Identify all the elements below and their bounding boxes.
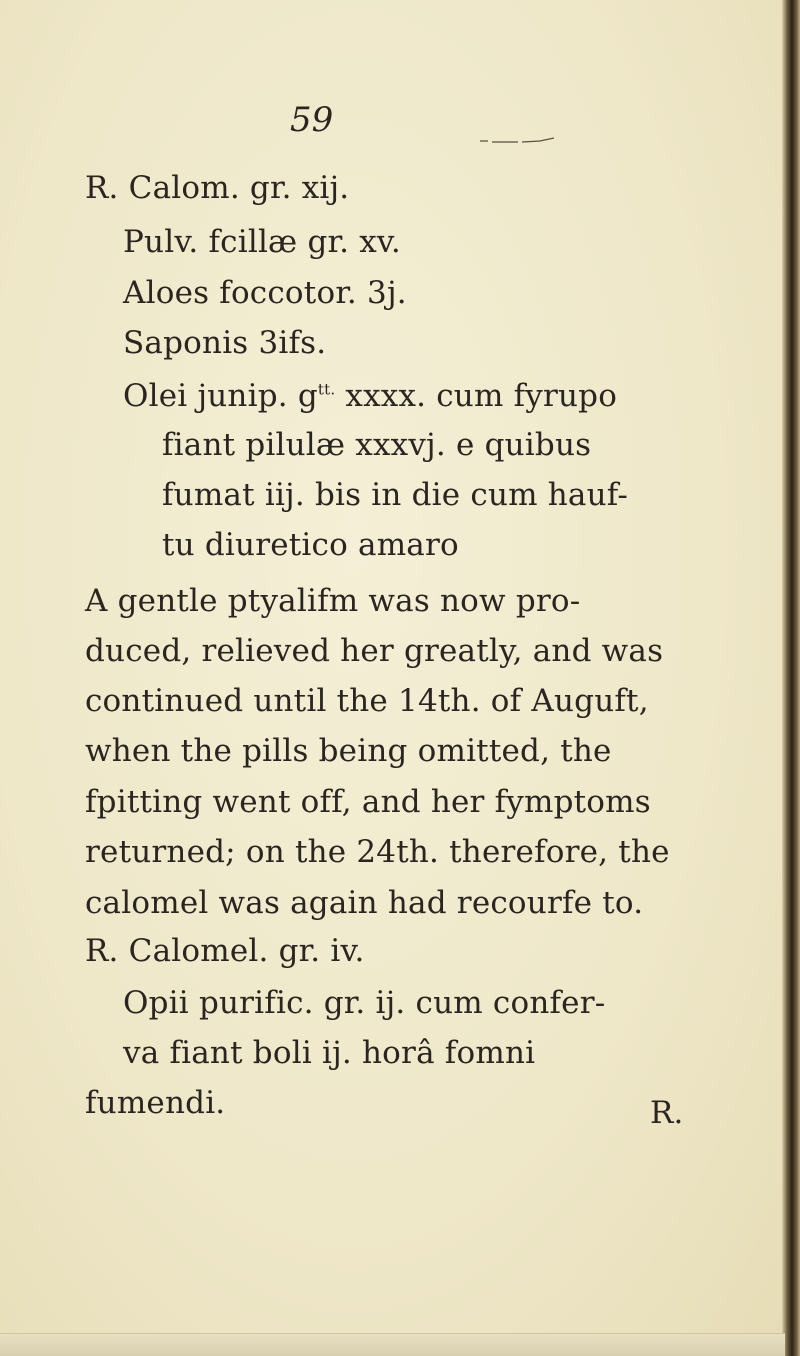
recipe1-line-8: tu diuretico amaro: [162, 527, 459, 563]
recipe2-line-2: Opii purific. gr. ij. cum confer-: [123, 985, 606, 1021]
narrative-line-2: duced, relieved her greatly, and was: [85, 633, 664, 669]
recipe1-line-5-start: Olei junip. g: [123, 378, 318, 414]
narrative-line-1: A gentle ptyalifm was now pro-: [85, 583, 581, 619]
recipe1-line-6: fiant pilulæ xxxvj. e quibus: [162, 427, 592, 463]
recipe2-line-1: R. Calomel. gr. iv.: [85, 933, 365, 969]
narrative-line-7: calomel was again had recourfe to.: [85, 885, 644, 921]
catchword: R.: [650, 1095, 684, 1131]
recipe1-line-4: Saponis 3ifs.: [123, 325, 327, 361]
recipe2-line-4: fumendi.: [85, 1085, 226, 1121]
recipe2-line-3: va fiant boli ij. horâ fomni: [123, 1035, 536, 1071]
narrative-line-6: returned; on the 24th. therefore, the: [85, 834, 670, 870]
narrative-line-4: when the pills being omitted, the: [85, 733, 612, 769]
ink-mark: [478, 136, 556, 144]
recipe1-line-3: Aloes foccotor. 3j.: [123, 275, 407, 311]
page-bottom-edge: [0, 1333, 785, 1356]
recipe1-line-5-end: xxxx. cum fyrupo: [335, 378, 618, 414]
narrative-line-5: fpitting went off, and her fymptoms: [85, 784, 651, 820]
recipe1-line-5: [123, 378, 617, 414]
recipe1-line-5-superscript: tt.: [317, 380, 336, 399]
page-number: 59: [290, 100, 334, 140]
recipe1-line-2: Pulv. fcillæ gr. xv.: [123, 224, 401, 260]
recipe1-line-1: R. Calom. gr. xij.: [85, 170, 350, 206]
book-spine: [782, 0, 800, 1356]
recipe1-line-7: fumat iij. bis in die cum hauf-: [162, 477, 629, 513]
narrative-line-3: continued until the 14th. of Auguft,: [85, 683, 649, 719]
